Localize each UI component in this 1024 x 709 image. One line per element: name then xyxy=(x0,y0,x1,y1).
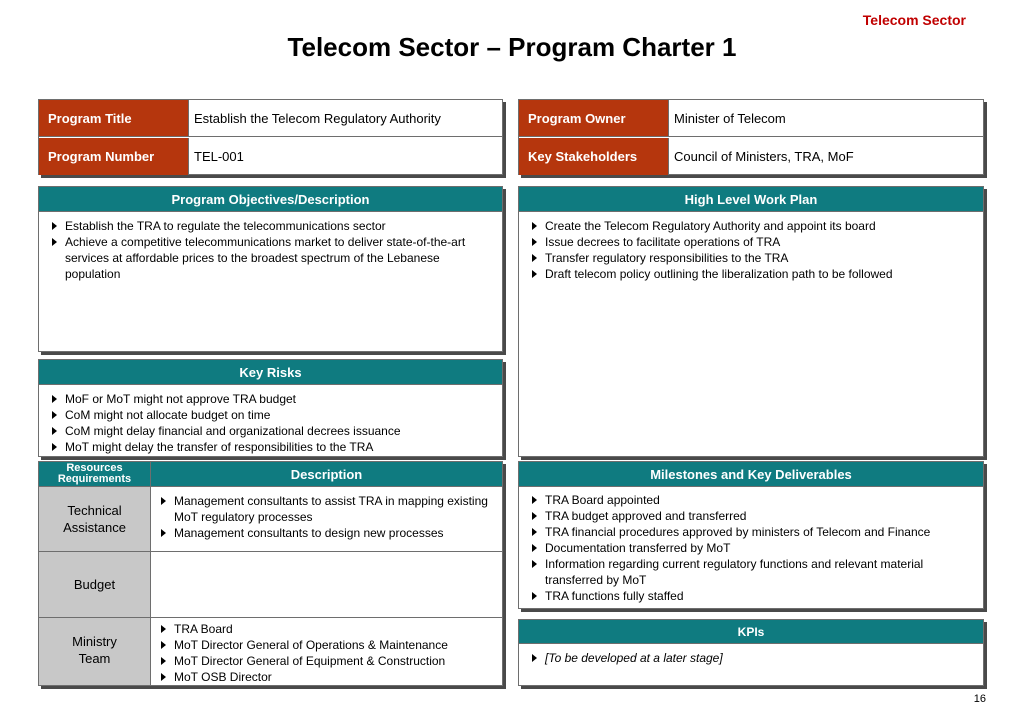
list-item: MoT Director General of Equipment & Construction xyxy=(161,653,494,669)
kpis-box xyxy=(518,619,984,686)
sector-tag: Telecom Sector xyxy=(862,12,966,28)
work-plan-list xyxy=(519,212,983,282)
resource-label-ministry: Ministry Team xyxy=(39,618,151,685)
table-row xyxy=(39,618,502,685)
list-item: Documentation transferred by MoT xyxy=(532,540,975,556)
technical-assistance-list xyxy=(151,487,502,541)
list-item: TRA Board xyxy=(161,621,494,637)
program-owner-value: Minister of Telecom xyxy=(674,110,786,126)
program-title-row xyxy=(39,100,502,137)
list-item: MoT Director General of Operations & Maintenance xyxy=(161,637,494,653)
objectives-heading: Program Objectives/Description xyxy=(39,187,502,212)
stakeholders-value: Council of Ministers, TRA, MoF xyxy=(674,149,854,164)
list-item: MoF or MoT might not approve TRA budget xyxy=(52,391,494,407)
program-number-label: Program Number xyxy=(39,138,189,175)
work-plan-box xyxy=(518,186,984,457)
list-item: Issue decrees to facilitate operations of TRA xyxy=(532,234,975,250)
milestones-box xyxy=(518,461,984,609)
list-item: TRA functions fully staffed xyxy=(532,588,975,604)
list-item: Create the Telecom Regulatory Authority and appoint its board xyxy=(532,218,975,234)
list-item: TRA Board appointed xyxy=(532,492,975,508)
resource-desc-ministry xyxy=(151,618,502,685)
page-number: 16 xyxy=(973,693,986,705)
resource-desc-budget xyxy=(151,552,502,617)
program-number-value: TEL-001 xyxy=(194,149,244,164)
table-row xyxy=(39,552,502,618)
key-risks-list xyxy=(39,385,502,455)
work-plan-heading: High Level Work Plan xyxy=(519,187,983,212)
list-item: MoT might delay the transfer of responsibilities to the TRA xyxy=(52,439,494,455)
program-title-value: Establish the Telecom Regulatory Authority xyxy=(194,110,441,126)
program-number-row xyxy=(39,138,502,175)
milestones-list xyxy=(519,487,983,604)
list-item: Management consultants to assist TRA in mapping existing MoT regulatory processes xyxy=(161,493,494,525)
list-item: CoM might delay financial and organizational decrees issuance xyxy=(52,423,494,439)
program-owner-box xyxy=(518,99,984,175)
list-item: MoT OSB Director xyxy=(161,669,494,685)
page-title: Telecom Sector – Program Charter 1 xyxy=(287,32,737,62)
ministry-team-list xyxy=(151,618,502,685)
program-owner-label: Program Owner xyxy=(519,100,669,136)
stakeholders-label: Key Stakeholders xyxy=(519,138,669,175)
list-item: [To be developed at a later stage] xyxy=(532,650,975,666)
list-item: Information regarding current regulatory functions and relevant material transferred by MoT xyxy=(532,556,975,588)
milestones-heading: Milestones and Key Deliverables xyxy=(519,462,983,487)
program-info-box xyxy=(38,99,503,175)
list-item: CoM might not allocate budget on time xyxy=(52,407,494,423)
objectives-box xyxy=(38,186,503,352)
list-item: Achieve a competitive telecommunications market to deliver state-of-the-art services at affordable prices to the broadest spectrum of the Lebanese population xyxy=(52,234,494,282)
program-owner-row xyxy=(519,100,983,137)
resources-column-header: Resources Requirements xyxy=(39,462,151,486)
resources-table-header xyxy=(39,462,502,487)
kpis-list xyxy=(519,644,983,666)
resources-table xyxy=(38,461,503,686)
key-risks-heading: Key Risks xyxy=(39,360,502,385)
resource-desc-technical xyxy=(151,487,502,551)
list-item: Transfer regulatory responsibilities to the TRA xyxy=(532,250,975,266)
list-item: Draft telecom policy outlining the liberalization path to be followed xyxy=(532,266,975,282)
resource-label-budget: Budget xyxy=(39,552,151,617)
list-item: TRA budget approved and transferred xyxy=(532,508,975,524)
resource-label-technical: Technical Assistance xyxy=(39,487,151,551)
list-item: TRA financial procedures approved by ministers of Telecom and Finance xyxy=(532,524,975,540)
kpis-heading: KPIs xyxy=(519,620,983,644)
list-item: Management consultants to design new processes xyxy=(161,525,494,541)
key-risks-box xyxy=(38,359,503,457)
table-row xyxy=(39,487,502,552)
objectives-list xyxy=(39,212,502,282)
stakeholders-row xyxy=(519,138,983,175)
description-column-header: Description xyxy=(151,462,502,486)
list-item: Establish the TRA to regulate the telecommunications sector xyxy=(52,218,494,234)
program-title-label: Program Title xyxy=(39,100,189,136)
